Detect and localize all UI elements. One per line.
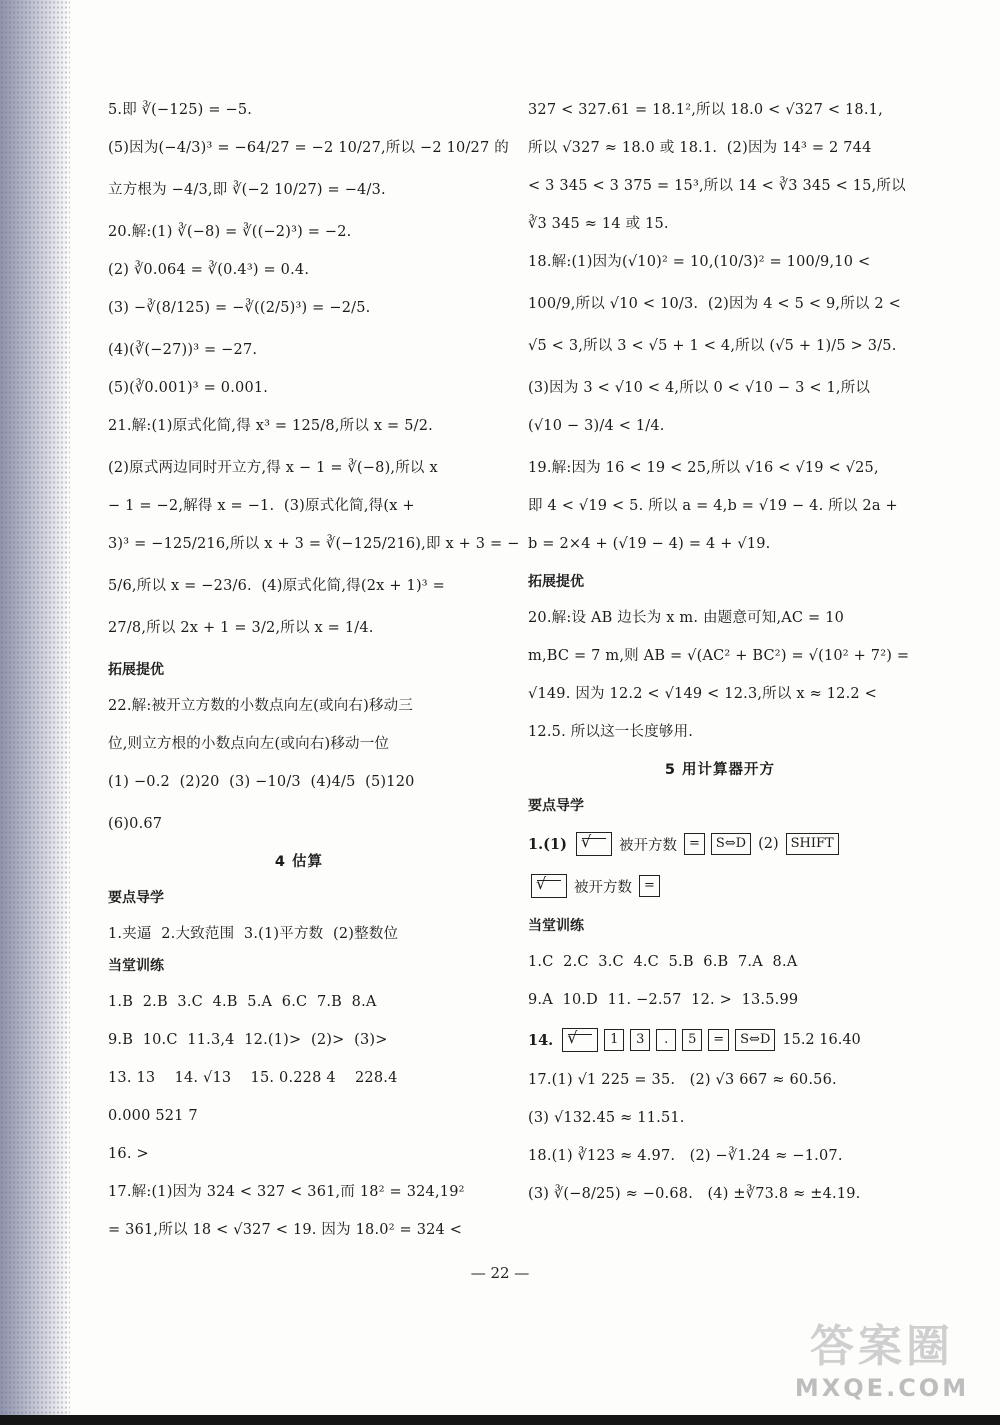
answer-line: 16. > <box>108 1146 149 1162</box>
text-line: 22.解:被开立方数的小数点向左(或向右)移动三 <box>108 698 414 714</box>
text-line: 所以 √327 ≈ 18.0 或 18.1. (2)因为 14³ = 2 744 <box>528 140 872 156</box>
digit-key: 5 <box>682 1029 702 1051</box>
answer-line: 18.(1) ∛123 ≈ 4.97. (2) −∛1.24 ≈ −1.07. <box>528 1148 843 1164</box>
watermark-small: MXQE.COM <box>794 1374 970 1402</box>
answer-line: 17.(1) √1 225 = 35. (2) √3 667 ≈ 60.56. <box>528 1072 837 1088</box>
digit-key: 3 <box>630 1029 650 1051</box>
sd-key: S⇔D <box>711 833 751 855</box>
text-line: b = 2×4 + (√19 − 4) = 4 + √19. <box>528 536 771 552</box>
digit-key: 1 <box>604 1029 624 1051</box>
equals-key: = <box>708 1029 729 1051</box>
text-line: 5.即 ∛(−125) = −5. <box>108 102 253 118</box>
item-label: 14. <box>528 1031 554 1049</box>
answer-line: = 361,所以 18 < √327 < 19. 因为 18.0² = 324 < <box>108 1222 463 1238</box>
text-line: 1.夹逼 2.大致范围 3.(1)平方数 (2)整数位 <box>108 926 399 942</box>
key-text: 被开方数 <box>618 837 677 854</box>
part-label: (2) <box>758 836 779 852</box>
key-text: 被开方数 <box>574 879 632 896</box>
answer-line: 17.解:(1)因为 324 < 327 < 361,而 18² = 324,19² <box>108 1184 465 1200</box>
page-number: — 22 — <box>470 1264 530 1282</box>
heading-key-points: 要点导学 <box>528 798 584 814</box>
equals-key: = <box>684 833 705 855</box>
answer-line: 13. 13 14. √13 15. 0.228 4 228.4 <box>108 1070 398 1086</box>
shift-key: SHIFT <box>786 833 839 855</box>
heading-extension: 拓展提优 <box>528 574 584 590</box>
text-line: (6)0.67 <box>108 816 163 832</box>
answer-line: 1.B 2.B 3.C 4.B 5.A 6.C 7.B 8.A <box>108 994 377 1010</box>
text-line: 立方根为 −4/3,即 ∛(−2 10/27) = −4/3. <box>108 182 386 198</box>
heading-key-points: 要点导学 <box>108 890 164 906</box>
calculator-key-sequence-1 <box>528 832 912 856</box>
answer-line: (3) ∛(−8/25) ≈ −0.68. (4) ±∛73.8 ≈ ±4.19. <box>528 1186 861 1202</box>
text-line: 18.解:(1)因为(√10)² = 10,(10/3)² = 100/9,10 < <box>528 254 871 270</box>
sqrt-key-icon <box>531 874 567 898</box>
text-line: (5)(∛0.001)³ = 0.001. <box>108 380 269 396</box>
sqrt-key-icon <box>562 1028 598 1052</box>
sd-key: S⇔D <box>735 1029 775 1051</box>
watermark-logo <box>782 1310 982 1405</box>
text-line: √5 < 3,所以 3 < √5 + 1 < 4,所以 (√5 + 1)/5 > 3/5. <box>528 338 897 354</box>
heading-extension: 拓展提优 <box>108 662 164 678</box>
heading-practice: 当堂训练 <box>528 918 584 934</box>
scan-noise <box>0 0 70 1425</box>
calculator-key-sequence-1b <box>528 874 912 898</box>
text-line: (3) −∛(8/125) = −∛((2/5)³) = −2/5. <box>108 300 371 316</box>
text-line: ∛3 345 ≈ 14 或 15. <box>528 216 669 232</box>
text-line: 20.解:(1) ∛(−8) = ∛((−2)³) = −2. <box>108 224 352 240</box>
text-line: 20.解:设 AB 边长为 x m. 由题意可知,AC = 10 <box>528 610 845 626</box>
answer-line: 9.A 10.D 11. −2.57 12. > 13.5.99 <box>528 992 799 1008</box>
text-line: (√10 − 3)/4 < 1/4. <box>528 418 665 434</box>
text-line: (5)因为(−4/3)³ = −64/27 = −2 10/27,所以 −2 10/27 的 <box>108 140 509 156</box>
text-line: 位,则立方根的小数点向左(或向右)移动一位 <box>108 736 390 752</box>
right-column <box>528 100 912 1226</box>
text-line: 即 4 < √19 < 5. 所以 a = 4,b = √19 − 4. 所以 2a + <box>528 498 898 514</box>
text-line: 27/8,所以 2x + 1 = 3/2,所以 x = 1/4. <box>108 620 374 636</box>
decimal-key: . <box>656 1029 676 1051</box>
text-line: − 1 = −2,解得 x = −1. (3)原式化简,得(x + <box>108 498 415 514</box>
text-line: 12.5. 所以这一长度够用. <box>528 724 694 740</box>
item-label: 1.(1) <box>528 835 567 853</box>
text-line: (4)(∛(−27))³ = −27. <box>108 342 258 358</box>
answer-line: 9.B 10.C 11.3,4 12.(1)> (2)> (3)> <box>108 1032 388 1048</box>
sqrt-key-icon <box>576 832 612 856</box>
text-line: 5/6,所以 x = −23/6. (4)原式化简,得(2x + 1)³ = <box>108 578 445 594</box>
text-line: 327 < 327.61 = 18.1²,所以 18.0 < √327 < 18.1, <box>528 102 883 118</box>
text-line: 3)³ = −125/216,所以 x + 3 = ∛(−125/216),即 x + 3 = − <box>108 536 520 552</box>
equals-key: = <box>639 875 660 897</box>
calculator-key-sequence-14 <box>528 1028 912 1052</box>
text-line: m,BC = 7 m,则 AB = √(AC² + BC²) = √(10² + 7²) = <box>528 648 910 664</box>
scan-bottom-bar <box>0 1415 1000 1425</box>
answer-line: 1.C 2.C 3.C 4.C 5.B 6.B 7.A 8.A <box>528 954 798 970</box>
left-column <box>108 100 520 1258</box>
text-line: (2)原式两边同时开立方,得 x − 1 = ∛(−8),所以 x <box>108 460 438 476</box>
watermark-big: 答案圈 <box>810 1321 954 1372</box>
text-line: < 3 345 < 3 375 = 15³,所以 14 < ∛3 345 < 15,所以 <box>528 178 906 194</box>
section-title-calculator: 5 用计算器开方 <box>664 762 776 778</box>
text-line: (1) −0.2 (2)20 (3) −10/3 (4)4/5 (5)120 <box>108 774 415 790</box>
text-line: (2) ∛0.064 = ∛(0.4³) = 0.4. <box>108 262 310 278</box>
answer-text: 15.2 16.40 <box>782 1032 861 1048</box>
text-line: 19.解:因为 16 < 19 < 25,所以 √16 < √19 < √25, <box>528 460 879 476</box>
text-line: 21.解:(1)原式化简,得 x³ = 125/8,所以 x = 5/2. <box>108 418 433 434</box>
text-line: 100/9,所以 √10 < 10/3. (2)因为 4 < 5 < 9,所以 2 < <box>528 296 902 312</box>
answer-line: (3) √132.45 ≈ 11.51. <box>528 1110 685 1126</box>
heading-practice: 当堂训练 <box>108 958 164 974</box>
section-title-estimation: 4 估算 <box>274 854 324 870</box>
answer-line: 0.000 521 7 <box>108 1108 198 1124</box>
text-line: (3)因为 3 < √10 < 4,所以 0 < √10 − 3 < 1,所以 <box>528 380 871 396</box>
text-line: √149. 因为 12.2 < √149 < 12.3,所以 x ≈ 12.2 < <box>528 686 877 702</box>
